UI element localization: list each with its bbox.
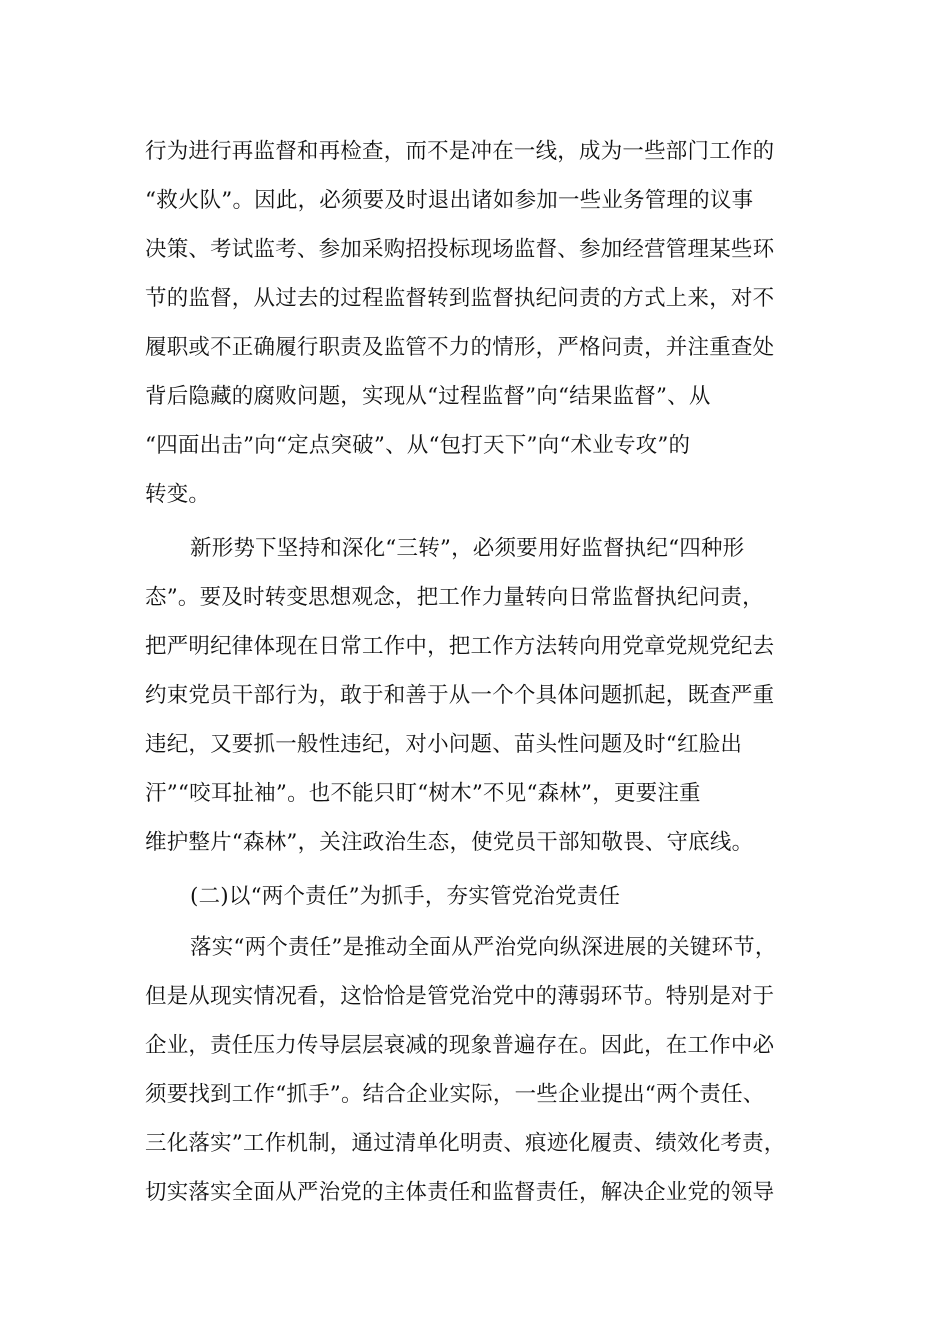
text-line: 把严明纪律体现在日常工作中，把工作方法转向用党章党规党纪去: [145, 634, 775, 659]
text-line: 三化落实”工作机制，通过清单化明责、痕迹化履责、绩效化考责，: [145, 1131, 786, 1156]
text-line: 企业，责任压力传导层层衰减的现象普遍存在。因此，在工作中必: [145, 1033, 775, 1058]
text-line: 须要找到工作“抓手”。结合企业实际，一些企业提出“两个责任、: [145, 1082, 765, 1107]
text-line: 落实“两个责任”是推动全面从严治党向纵深进展的关键环节，: [190, 935, 777, 960]
text-line: 切实落实全面从严治党的主体责任和监督责任，解决企业党的领导: [145, 1180, 775, 1205]
text-line: 但是从现实情况看，这恰恰是管党治党中的薄弱环节。特别是对于: [145, 984, 775, 1009]
text-line: 维护整片“森林”，关注政治生态，使党员干部知敬畏、守底线。: [145, 830, 754, 855]
text-line: “救火队”。因此，必须要及时退出诸如参加一些业务管理的议事: [145, 188, 754, 213]
text-line: 约束党员干部行为，敢于和善于从一个个具体问题抓起，既查严重: [145, 683, 775, 708]
text-line: 履职或不正确履行职责及监管不力的情形，严格问责，并注重查处: [145, 335, 775, 360]
text-line: 态”。要及时转变思想观念，把工作力量转向日常监督执纪问责，: [145, 585, 764, 610]
text-line: 决策、考试监考、参加采购招投标现场监督、参加经营管理某些环: [145, 237, 775, 262]
text-line: 节的监督，从过去的过程监督转到监督执纪问责的方式上来，对不: [145, 286, 775, 311]
text-line: 新形势下坚持和深化“三转”，必须要用好监督执纪“四种形: [190, 536, 745, 561]
text-line: “四面出击”向“定点突破”、从“包打天下”向“术业专攻”的: [145, 433, 691, 458]
section-heading: (二)以“两个责任”为抓手，夯实管党治党责任: [190, 884, 621, 909]
text-line: 汗”“咬耳扯袖”。也不能只盯“树木”不见“森林”，更要注重: [145, 781, 701, 806]
text-line: 违纪，又要抓一般性违纪，对小问题、苗头性问题及时“红脸出: [145, 732, 743, 757]
text-line: 背后隐藏的腐败问题，实现从“过程监督”向“结果监督”、从: [145, 384, 711, 409]
text-line: 转变。: [145, 482, 211, 507]
text-line: 行为进行再监督和再检查，而不是冲在一线，成为一些部门工作的: [145, 139, 775, 164]
